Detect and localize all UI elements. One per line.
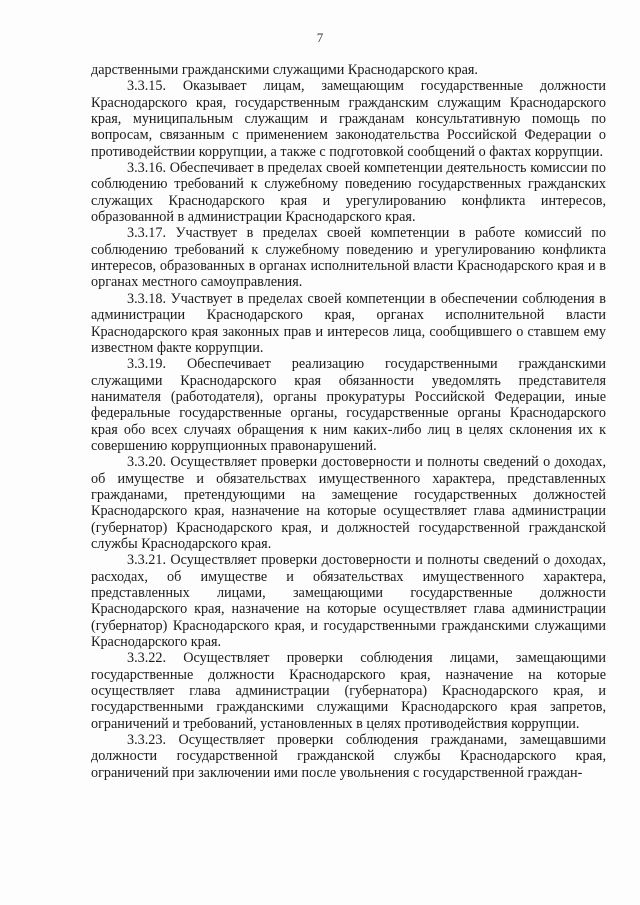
document-body: [91, 62, 606, 781]
paragraph-3-3-18: 3.3.18. Участвует в пределах своей компетенции в обеспечении соблюдения в администрации Краснодарского края, органах исполнительной власти Краснодарского края законных прав и интересов лица, сообщившего о ставшем ему известном факте коррупции.: [91, 290, 606, 356]
paragraph-3-3-23: 3.3.23. Осуществляет проверки соблюдения гражданами, замещавшими должности государственной гражданской службы Краснодарского края, ограничений при заключении ими после увольнения с государственной граждан-: [91, 732, 606, 781]
paragraph-3-3-15: 3.3.15. Оказывает лицам, замещающим государственные должности Краснодарского края, государственным гражданским служащим Краснодарского края, муниципальным служащим и гражданам консультативную помощь по вопросам, связанным с применением законодательства Российской Федерации о противодействии коррупции, а также с подготовкой сообщений о фактах коррупции.: [91, 78, 606, 160]
paragraph-3-3-22: 3.3.22. Осуществляет проверки соблюдения лицами, замещающими государственные должности Краснодарского края, назначение на которые осуществляет глава администрации (губернатора) Краснодарского края, и государственными гражданскими служащими Краснодарского края запретов, ограничений и требований, установленных в целях противодействия коррупции.: [91, 650, 606, 732]
paragraph-3-3-20: 3.3.20. Осуществляет проверки достоверности и полноты сведений о доходах, об имуществе и обязательствах имущественного характера, представленных гражданами, претендующими на замещение государственных должностей Краснодарского края, назначение на которые осуществляет глава администрации (губернатор) Краснодарского края, и должностей государственной гражданской службы Краснодарского края.: [91, 454, 606, 552]
paragraph-3-3-21: 3.3.21. Осуществляет проверки достоверности и полноты сведений о доходах, расходах, об имуществе и обязательствах имущественного характера, представленных лицами, замещающими государственные должности Краснодарского края, назначение на которые осуществляет глава администрации (губернатор) Краснодарского края, и государственными гражданскими служащими Краснодарского края.: [91, 552, 606, 651]
paragraph-continuation: дарственными гражданскими служащими Краснодарского края.: [91, 62, 478, 78]
page-number: 7: [316, 30, 324, 45]
paragraph-3-3-17: 3.3.17. Участвует в пределах своей компетенции в работе комиссий по соблюдению требований к служебному поведению и урегулированию конфликта интересов, образованных в органах исполнительной власти Краснодарского края и в органах местного самоуправления.: [91, 225, 606, 291]
paragraph-3-3-16: 3.3.16. Обеспечивает в пределах своей компетенции деятельность комиссии по соблюдению требований к служебному поведению государственных гражданских служащих Краснодарского края и урегулированию конфликта интересов, образованной в администрации Краснодарского края.: [91, 160, 606, 226]
paragraph-3-3-19: 3.3.19. Обеспечивает реализацию государственными гражданскими служащими Краснодарского края обязанности уведомлять представителя нанимателя (работодателя), органы прокуратуры Российской Федерации, иные федеральные государственные органы, государственные органы Краснодарского края обо всех случаях обращения к ним каких-либо лиц в целях склонения их к совершению коррупционных правонарушений.: [91, 356, 606, 454]
